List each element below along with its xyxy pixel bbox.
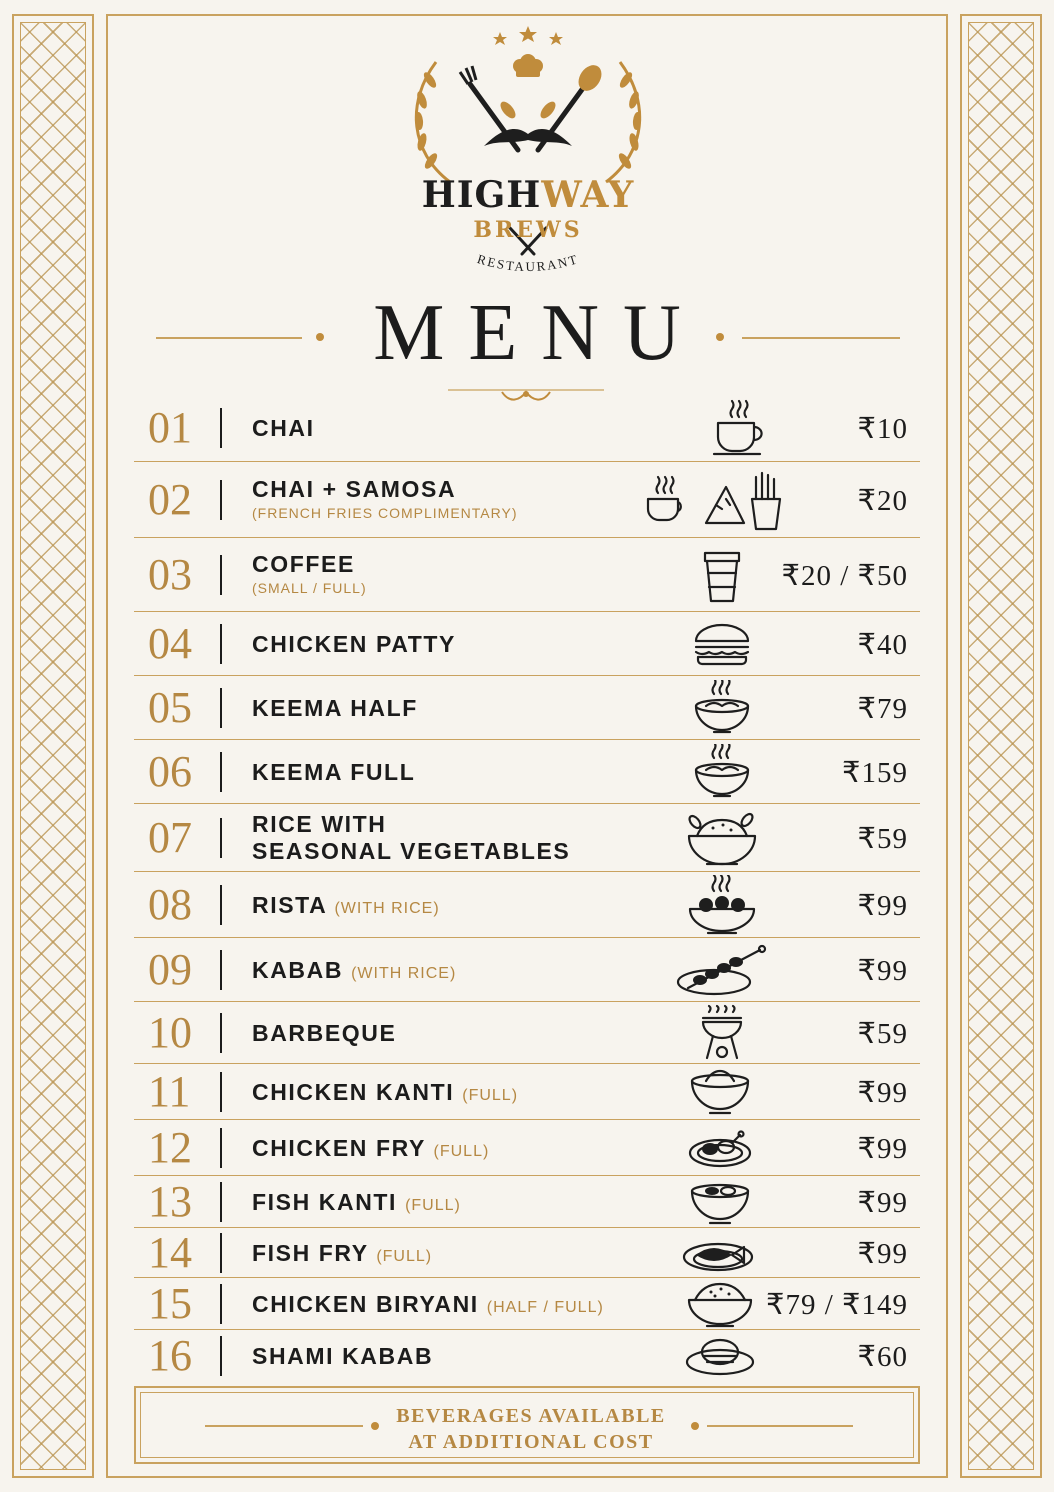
menu-item-row: [134, 538, 920, 612]
menu-item-row: [134, 740, 920, 804]
item-number: 14: [148, 1228, 192, 1277]
biryani-bowl-icon: [685, 1280, 755, 1333]
row-separator: [220, 1336, 222, 1376]
menu-item-row: [134, 872, 920, 938]
item-note: (FULL): [433, 1142, 490, 1160]
item-number: 03: [148, 550, 192, 599]
item-name-block: [252, 1291, 604, 1321]
steaming-bowl-icon: [692, 744, 752, 805]
item-price: ₹99: [857, 1238, 908, 1270]
footer-dot-right: [691, 1422, 699, 1430]
menu-item-row: [134, 676, 920, 740]
item-name: CHICKEN PATTY: [252, 630, 456, 657]
fish-curry-bowl-icon: [688, 1179, 752, 1230]
item-name-line: [252, 551, 367, 578]
item-name: RICE WITH: [252, 811, 387, 837]
meatball-bowl-icon: [684, 875, 760, 940]
item-number: 07: [148, 813, 192, 862]
fish-fry-plate-icon: [682, 1231, 758, 1280]
menu-item-row: [134, 1002, 920, 1064]
patty-plate-icon: [685, 1334, 755, 1383]
item-name-block: [252, 759, 415, 786]
item-name-block: [252, 957, 456, 987]
item-name: CHICKEN BIRYANI: [252, 1290, 479, 1317]
item-name-block: [252, 476, 518, 521]
title-dot-right: [716, 333, 724, 341]
brand-name-part2: WAY: [541, 174, 635, 216]
item-name-line: [252, 1020, 396, 1047]
item-name: KEEMA FULL: [252, 758, 416, 785]
item-number: 02: [148, 475, 192, 524]
item-price: ₹99: [857, 1077, 908, 1109]
item-name: CHAI: [252, 414, 315, 441]
item-name: KEEMA HALF: [252, 694, 418, 721]
item-name: FISH FRY: [252, 1239, 369, 1266]
item-price: ₹59: [857, 823, 908, 855]
row-separator: [220, 1072, 222, 1112]
item-name: SHAMI KABAB: [252, 1342, 434, 1369]
item-name-block: [252, 811, 570, 865]
item-name-line: [252, 892, 440, 922]
footer-note: [361, 1403, 701, 1455]
item-name-line: [252, 695, 418, 722]
tea-samosa-fries-icon: [644, 469, 784, 536]
item-name-block: [252, 892, 440, 922]
menu-item-row: [134, 804, 920, 872]
item-price: ₹99: [857, 1187, 908, 1219]
menu-item-row: [134, 1064, 920, 1120]
row-separator: [220, 624, 222, 664]
row-separator: [220, 1182, 222, 1222]
item-number: 13: [148, 1177, 192, 1226]
item-price: ₹99: [857, 890, 908, 922]
rice-bowl-icon: [683, 808, 761, 873]
item-name-block: [252, 1240, 432, 1270]
item-price: ₹59: [857, 1018, 908, 1050]
item-name-line: [252, 811, 570, 838]
item-note: (WITH RICE): [334, 899, 440, 917]
item-price: ₹40: [857, 629, 908, 661]
steaming-bowl-icon: [692, 680, 752, 741]
item-name-block: [252, 551, 367, 596]
item-name: RISTA: [252, 891, 327, 918]
row-separator: [220, 1284, 222, 1324]
row-separator: [220, 1128, 222, 1168]
burger-icon: [692, 621, 752, 672]
item-name-line: [252, 476, 518, 503]
item-number: 15: [148, 1279, 192, 1328]
item-name: FISH KANTI: [252, 1188, 398, 1215]
row-separator: [220, 688, 222, 728]
item-note: (HALF / FULL): [486, 1298, 604, 1316]
item-name-line: [252, 759, 415, 786]
row-separator: [220, 555, 222, 595]
svg-text:RESTAURANT: [476, 251, 581, 274]
menu-title: MENU: [373, 289, 705, 377]
menu-item-row: [134, 1278, 920, 1330]
item-number: 09: [148, 945, 192, 994]
menu-item-row: [134, 394, 920, 462]
menu-item-row: [134, 1228, 920, 1278]
item-note: (FULL): [376, 1247, 433, 1265]
item-name-block: [252, 415, 315, 442]
item-number: 12: [148, 1123, 192, 1172]
item-name: CHICKEN FRY: [252, 1134, 426, 1161]
item-number: 08: [148, 880, 192, 929]
item-name-block: [252, 1343, 433, 1370]
item-number: 11: [148, 1067, 191, 1116]
item-name-line: [252, 1291, 604, 1321]
item-name-block: [252, 1135, 489, 1165]
footer-line2: AT ADDITIONAL COST: [408, 1431, 654, 1453]
item-name: CHAI + SAMOSA: [252, 476, 457, 502]
item-subnote: (FRENCH FRIES COMPLIMENTARY): [252, 505, 518, 521]
menu-item-row: [134, 612, 920, 676]
row-separator: [220, 950, 222, 990]
fried-chicken-plate-icon: [688, 1125, 752, 1176]
item-name-line: [252, 1240, 432, 1270]
item-name-block: [252, 1020, 396, 1047]
item-price: ₹159: [842, 757, 908, 789]
grill-icon: [697, 1004, 747, 1067]
item-name-line: [252, 957, 456, 987]
item-name-line: [252, 1343, 433, 1370]
item-number: 10: [148, 1008, 192, 1057]
item-name: BARBEQUE: [252, 1019, 397, 1046]
row-separator: [220, 752, 222, 792]
item-price: ₹79 / ₹149: [766, 1289, 908, 1321]
right-ornamental-border: [960, 14, 1042, 1478]
item-name: CHICKEN KANTI: [252, 1078, 455, 1105]
menu-item-row: [134, 462, 920, 538]
title-rule-right: [742, 337, 900, 339]
item-name-line2: SEASONAL VEGETABLES: [252, 838, 571, 864]
row-separator: [220, 818, 222, 858]
item-number: 06: [148, 747, 192, 796]
item-name-line: [252, 1189, 461, 1219]
logo-emblem-icon: [400, 22, 656, 292]
menu-item-row: [134, 938, 920, 1002]
item-note: (WITH RICE): [351, 964, 457, 982]
title-rule-left: [156, 337, 302, 339]
footer-rule-right: [707, 1425, 853, 1427]
title-dot-left: [316, 333, 324, 341]
item-price: ₹10: [857, 413, 908, 445]
brand-name-part1: HIGH: [421, 174, 542, 216]
skewer-plate-icon: [674, 940, 770, 1005]
item-name-block: [252, 1189, 461, 1219]
footer-note-box: [134, 1386, 920, 1464]
item-number: 16: [148, 1331, 192, 1380]
item-name-line: [252, 1079, 518, 1109]
item-name-block: [252, 1079, 518, 1109]
item-price: ₹60: [857, 1341, 908, 1373]
item-subnote: (SMALL / FULL): [252, 580, 367, 596]
item-price: ₹79: [857, 693, 908, 725]
item-price: ₹20: [857, 485, 908, 517]
item-name-line: [252, 1135, 489, 1165]
footer-rule-left: [205, 1425, 363, 1427]
restaurant-logo: [400, 22, 656, 292]
tea-cup-icon: [710, 399, 770, 462]
tagline-text: RESTAURANT: [475, 251, 581, 275]
left-ornamental-border: [12, 14, 94, 1478]
item-number: 05: [148, 683, 192, 732]
row-separator: [220, 408, 222, 448]
brand-name-line2: BREWS: [473, 217, 583, 243]
menu-item-row: [134, 1330, 920, 1382]
item-number: 01: [148, 403, 192, 452]
coffee-cup-icon: [699, 545, 745, 610]
item-price: ₹20 / ₹50: [781, 560, 908, 592]
menu-item-row: [134, 1120, 920, 1176]
row-separator: [220, 885, 222, 925]
item-name: COFFEE: [252, 551, 355, 577]
item-name-block: [252, 631, 456, 658]
row-separator: [220, 480, 222, 520]
menu-item-row: [134, 1176, 920, 1228]
brand-name: [400, 174, 656, 216]
item-price: ₹99: [857, 1133, 908, 1165]
item-name-block: [252, 695, 418, 722]
row-separator: [220, 1233, 222, 1273]
item-name: KABAB: [252, 956, 344, 983]
item-number: 04: [148, 619, 192, 668]
item-name-line: [252, 415, 315, 442]
item-note: (FULL): [405, 1196, 461, 1214]
curry-bowl-icon: [688, 1069, 752, 1120]
row-separator: [220, 1013, 222, 1053]
item-price: ₹99: [857, 955, 908, 987]
item-name-line: [252, 631, 456, 658]
footer-line1: BEVERAGES AVAILABLE: [396, 1405, 666, 1427]
item-note: (FULL): [462, 1086, 519, 1104]
